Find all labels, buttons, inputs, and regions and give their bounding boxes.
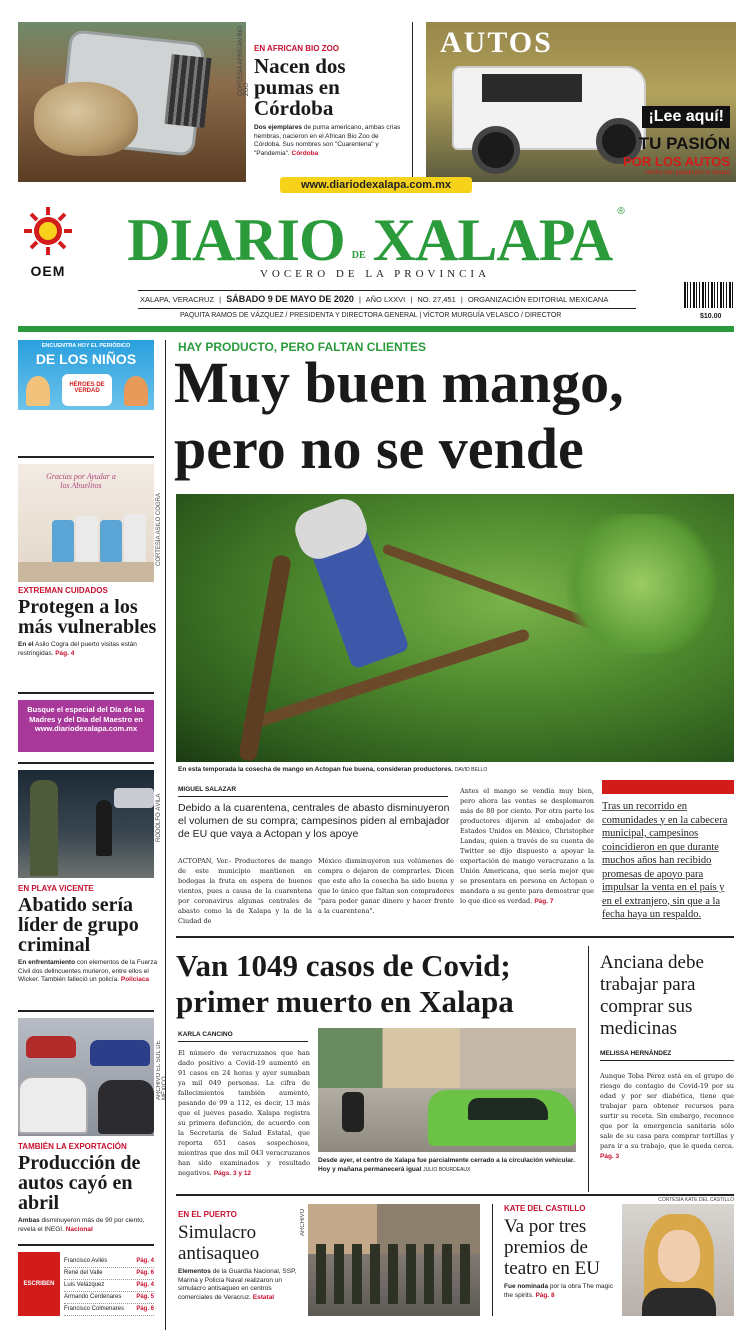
kate-body: por la obra The magic the spirits.	[504, 1283, 613, 1299]
asilo-image-text: Gracias por Ayudar a los Abuelitos	[46, 472, 116, 490]
writer-name: Armando Cerdenares	[64, 1294, 122, 1300]
street-cars	[114, 788, 154, 808]
supply-bottle-1	[52, 520, 74, 564]
puerto-lead: Elementos	[178, 1268, 211, 1275]
masthead-xalapa: XALAPA	[372, 207, 613, 273]
vulnerables-kicker: EXTREMAN CUIDADOS	[18, 586, 108, 595]
kid-figure-left	[26, 376, 50, 406]
masthead-registered: ®	[617, 206, 625, 217]
supply-table	[18, 562, 154, 582]
kids-promo[interactable]	[18, 340, 154, 410]
kate-story[interactable]	[504, 1204, 618, 1300]
puerto-kicker: EN EL PUERTO	[178, 1210, 237, 1219]
abatido-body: con elementos de la Fuerza Civil dos delincuentes murieron, entre ellos el Wicker. También falleció un policía.	[18, 959, 158, 983]
writer-name: Francisco Colmenares	[64, 1306, 125, 1312]
puerto-photo	[308, 1204, 480, 1316]
kids-line2: DE LOS NIÑOS	[35, 351, 137, 367]
oem-sun-icon	[20, 205, 76, 257]
vulnerables-ref[interactable]: Pág. 4	[55, 649, 75, 657]
autos-promo[interactable]	[426, 22, 736, 182]
lead-title-line1[interactable]: Muy buen mango,	[174, 350, 624, 415]
writer-name: Luis Velázquez	[64, 1282, 105, 1288]
barcode	[684, 282, 734, 308]
sidebar-rule-4	[18, 1010, 154, 1012]
car-red	[26, 1036, 76, 1058]
writer-row[interactable]	[64, 1304, 154, 1316]
mango-caption	[178, 765, 734, 775]
writer-row[interactable]	[64, 1280, 154, 1292]
dateline-city: XALAPA, VERACRUZ	[140, 295, 215, 304]
sidebar-rule-3	[18, 762, 154, 764]
top-divider	[412, 22, 413, 180]
dateline-org: ORGANIZACIÓN EDITORIAL MEXICANA	[467, 295, 609, 304]
kate-dress	[642, 1288, 716, 1316]
mango-caption-text: En esta temporada la cosecha de mango en Actopan fue buena, consideran productores.	[178, 766, 453, 773]
covid-title-line1[interactable]: Van 1049 casos de Covid;	[176, 948, 511, 983]
writer-row[interactable]	[64, 1268, 154, 1280]
vulnerables-lead: En el	[18, 641, 34, 648]
anciana-author-rule	[600, 1060, 734, 1061]
leaf-cluster	[556, 514, 726, 654]
car-white	[18, 1076, 88, 1134]
vulnerables-title: Protegen a los más vulnerables	[18, 596, 157, 638]
sidebar-column-rule	[165, 340, 166, 1330]
autos-badge[interactable]: ¡Lee aquí!	[642, 106, 730, 128]
kids-line3: HÉROES DE VERDAD	[69, 382, 105, 394]
autos-prod-kicker: TAMBIÉN LA EXPORTACIÓN	[18, 1142, 127, 1151]
lead-author-rule	[178, 796, 448, 797]
lead-title-line2[interactable]: pero no se vende	[174, 416, 584, 481]
car-blue	[90, 1040, 150, 1066]
lead-col3-ref[interactable]: Pág. 7	[534, 898, 554, 905]
jeep-wheel-front	[472, 126, 520, 174]
sidebar-rule-1	[18, 456, 154, 458]
site-url[interactable]	[280, 177, 472, 193]
lead-side-note	[602, 780, 734, 922]
taxi-window	[468, 1098, 548, 1120]
sidebar-rule-5	[18, 1244, 154, 1246]
asilo-credit: CORTESÍA ASILO COGRA	[156, 493, 162, 566]
mango-photo	[176, 494, 734, 762]
autos-prod-credit: ARCHIVO EL SOL DE	[156, 1040, 162, 1100]
kids-badge	[62, 374, 112, 406]
writer-name: Francisco Avilés	[64, 1258, 108, 1264]
covid-caption-credit: JULIO BOURDEAUX	[423, 1167, 471, 1173]
autos-line2: POR LOS AUTOS	[623, 154, 730, 169]
mango-caption-credit: DAVID BELLO	[454, 767, 488, 773]
carrier-grill	[164, 54, 211, 128]
writers-label	[18, 1252, 60, 1316]
price: $10.00	[700, 313, 722, 320]
jeep-window	[482, 74, 582, 102]
lead-col1: ACTOPAN, Ver.- Productores de mango de este municipio mantienen en bodegas la fruta en espera de buenos vientos, pues a causa de la cuarentena por coronavirus algunas centrales de abasto como la de Xalapa y la de la Ciudad de	[178, 857, 312, 925]
autos-prod-story[interactable]	[18, 1142, 158, 1234]
abatido-credit: RODOLFO ÁVILA	[156, 793, 162, 842]
supply-bottle-2	[76, 516, 98, 564]
puerto-ref[interactable]: Estatal	[252, 1293, 275, 1301]
covid-caption-lead: Desde ayer,	[318, 1157, 355, 1164]
autos-prod-lead: Ambas	[18, 1217, 40, 1224]
puerto-text	[178, 1268, 298, 1302]
masthead-staff: PAQUITA RAMOS DE VÁZQUEZ / PRESIDENTA Y DIRECTORA GENERAL | VÍCTOR MURGUÍA VELASCO / DIRECTOR	[180, 312, 562, 319]
asilo-photo	[18, 464, 154, 582]
writer-row[interactable]	[64, 1292, 154, 1304]
abatido-title: Abatido sería líder de grupo criminal	[18, 894, 139, 956]
anciana-ref[interactable]: Pág. 3	[600, 1153, 620, 1160]
covid-author-rule	[178, 1041, 308, 1042]
autos-prod-ref[interactable]: Nacional	[65, 1225, 93, 1233]
kate-face	[658, 1230, 700, 1282]
street-figure	[96, 800, 112, 856]
autos-label: AUTOS	[440, 26, 553, 59]
puma-ref[interactable]: Córdoba	[291, 149, 319, 157]
anciana-title: Anciana debe trabajar para comprar sus medicinas	[600, 952, 704, 1039]
covid-bottom-rule	[176, 1194, 734, 1196]
lead-col3-text: Antes el mango se vendía muy bien, pero ahora las ventas se desplomaron más de 80 por ciento. Por otra parte los productores dijeron al embajador de Estados Unidos en México, Christopher Landau, quien a través de su cuenta de Twitter se dijo dispuesto a apoyar la exportación de mango veracruzano a la Unión Americana, que sería mejor que se presentara en persona en Actopan o mandara a su gente para demostrar que lo que dice es verdad.	[460, 787, 594, 905]
kate-photo	[622, 1204, 734, 1316]
masthead-slogan: VOCERO DE LA PROVINCIA	[259, 268, 491, 280]
puma-story[interactable]	[254, 44, 404, 158]
abatido-ref[interactable]: Policiaca	[120, 976, 150, 983]
puma-credit: CORTESÍA AFRICAN BIO ZOO	[238, 26, 250, 96]
dateline-year: AÑO LXXVI	[365, 295, 406, 304]
covid-body: El número de veracruzanos que han dado positivo a Covid-19 aumentó en 91 casos en 24 horas y ayer sumaban ya mil 049 personas. La cifra de fallecimientos también aumentó, pasando de 99 a 112, es decir, 13 más que el jueves pasado. Xalapa registra su primera defunción, de acuerdo con la Secretaría de Salud Estatal, que reporta 651 casos sospechosos, mientras que dos mil 043 veracruzanos han sido examinados y resultado negativos.	[178, 1049, 310, 1177]
writers-label-text: ESCRIBEN	[23, 1281, 55, 1287]
masthead-dateline: XALAPA, VERACRUZ | SÁBADO 9 DE MAYO DE 2020 | AÑO LXXVI | NO. 27,451 | ORGANIZACIÓN EDITORIAL MEXICANA	[140, 294, 609, 304]
writers-box	[18, 1252, 154, 1316]
autos-prod-title: Producción de autos cayó en abril	[18, 1152, 141, 1214]
kate-title: Va por tres premios de teatro en EU	[504, 1216, 601, 1279]
abatido-photo	[18, 770, 154, 878]
side-note-bar	[602, 780, 734, 794]
covid-caption	[318, 1156, 576, 1175]
special-promo[interactable]	[18, 700, 154, 752]
supply-bottle-4	[124, 514, 146, 564]
lead-author: MIGUEL SALAZAR	[178, 786, 237, 793]
lead-bottom-rule	[176, 936, 734, 938]
writers-list	[64, 1256, 154, 1316]
autos-small: Hecho con pasión por la verdad	[645, 170, 730, 176]
anciana-text	[600, 1071, 734, 1162]
puma-body: de puma americano, ambas crías hembras, nacieron en el African Bio Zoo de Córdoba. Sus nombres son "Cuarentena" y "Pandemia".	[254, 124, 401, 157]
puerto-title: Simulacro antisaqueo	[178, 1222, 260, 1264]
masthead-de: DE	[351, 250, 366, 261]
puma-lead: Dos ejemplares	[254, 124, 303, 131]
puma-title: Nacen dos pumas en Córdoba	[254, 54, 346, 120]
lead-summary: Debido a la cuarentena, centrales de abasto disminuyeron el volumen de su compra; campesinos piden al embajador de EU que vaya a Actopan y los apoye	[178, 802, 450, 840]
xalapa-street-photo	[318, 1028, 576, 1152]
covid-column-rule	[588, 946, 589, 1192]
puerto-story[interactable]	[178, 1210, 298, 1302]
puerto-body: de la Guardia Nacional, SSP, Marina y Policía Naval realizaron un simulacro antisaqueo en centros comerciales de Veracruz.	[178, 1268, 297, 1301]
guard-row	[316, 1244, 476, 1304]
masthead-rule-mid	[138, 308, 636, 309]
masthead-green-bar	[18, 326, 734, 332]
writer-page: Pág. 4	[136, 1282, 154, 1288]
vulnerables-text	[18, 641, 158, 658]
car-dark	[98, 1080, 154, 1134]
dateline-date: SÁBADO 9 DE MAYO DE 2020	[226, 294, 354, 304]
writer-row[interactable]	[64, 1256, 154, 1268]
covid-text	[178, 1048, 310, 1179]
kate-kicker: KATE DEL CASTILLO	[504, 1204, 586, 1213]
puma-kicker: EN AFRICAN BIO ZOO	[254, 44, 340, 53]
anciana-author: MELISSA HERNÁNDEZ	[600, 1050, 672, 1057]
covid-title-line2[interactable]: primer muerto en Xalapa	[176, 984, 514, 1019]
writer-name: René del Valle	[64, 1270, 103, 1276]
kate-lead: Fue nominada	[504, 1283, 549, 1290]
abatido-text	[18, 959, 158, 985]
motorbike	[342, 1092, 364, 1132]
puma-text	[254, 124, 404, 158]
abatido-kicker: EN PLAYA VICENTE	[18, 884, 94, 893]
lead-kicker: HAY PRODUCTO, PERO FALTAN CLIENTES	[178, 340, 427, 354]
writer-page: Pág. 4	[136, 1258, 154, 1264]
autos-line1: TU PASIÓN	[638, 134, 730, 153]
covid-author: KARLA CANCINO	[178, 1031, 233, 1038]
kate-text	[504, 1283, 618, 1300]
dateline-number: NO. 27,451	[417, 295, 456, 304]
supply-bottle-3	[100, 520, 122, 564]
covid-ref[interactable]: Págs. 3 y 12	[213, 1170, 252, 1177]
anciana-story[interactable]	[600, 952, 734, 1162]
puma-cub	[34, 82, 138, 156]
bottom-column-rule	[492, 1204, 493, 1316]
puerto-credit: ARCHIVO	[300, 1208, 306, 1236]
writer-page: Pág. 6	[136, 1306, 154, 1312]
mango-trunk	[238, 554, 292, 762]
anciana-body: Aunque Toba Pérez está en el grupo de riesgo de contagio de Covid-19 por su edad y por ser diabética, tiene que trabajar para obtener recursos para surtir su receta. Sin embargo, reconoce que por la emergencia sanitaria sólo sale de su casa para comprar tortillas y para ir a su trabajo, que le queda cerca.	[600, 1072, 734, 1150]
lead-col3	[460, 786, 594, 907]
oem-text: OEM	[30, 263, 66, 279]
oem-logo	[20, 205, 76, 279]
kate-credit: CORTESÍA KATE DEL CASTILLO	[658, 1197, 734, 1203]
writer-page: Pág. 5	[136, 1294, 154, 1300]
sidebar-rule-2	[18, 692, 154, 694]
autos-prod-body: disminuyeron más de 90 por ciento, revela el INEGI.	[18, 1217, 145, 1233]
abatido-lead: En enfrentamiento	[18, 959, 76, 966]
autos-prod-text	[18, 1217, 158, 1234]
special-promo-text: Busque el especial del Día de las Madres y del Día del Maestro en www.diariodexalapa.com.mx	[27, 705, 145, 733]
writer-page: Pág. 6	[136, 1270, 154, 1276]
puma-photo	[18, 22, 246, 182]
street-buildings	[318, 1028, 576, 1088]
abatido-story[interactable]	[18, 884, 158, 985]
side-note-text: Tras un recorrido en comunidades y en la cabecera municipal, campesinos coincidieron en que durante muchos años han recibido promesas de apoyo para impulsar la venta en el país y en el extranjero, sin que a la fecha haya un respaldo.	[602, 801, 728, 920]
covid-caption-text: el centro de Xalapa fue parcialmente cerrado a la circulación vehicular. Hoy y mañana permanecerá igual	[318, 1157, 575, 1173]
soldier-figure	[30, 780, 58, 876]
kid-figure-right	[124, 376, 148, 406]
lead-col2: México disminuyeron sus volúmenes de compra o dejaron de comprarles. Dicen que este año la cosecha ha sido buena y que lo único que faltan son compradores "para poder ganar dinero y hacer frente a la cuarentena".	[318, 857, 454, 915]
vulnerables-story[interactable]	[18, 586, 158, 658]
masthead-diario: DIARIO	[127, 207, 345, 273]
autos-lot-photo	[18, 1018, 154, 1136]
masthead-rule-top	[138, 290, 636, 291]
masthead-title[interactable]	[116, 206, 636, 273]
vulnerables-body: Asilo Cogra del puerto visitas están restringidas.	[18, 641, 137, 657]
kids-line1: ENCUENTRA HOY EL PERIÓDICO	[41, 343, 131, 349]
site-url-text: www.diariodexalapa.com.mx	[301, 179, 451, 191]
kate-ref[interactable]: Pág. 8	[535, 1291, 555, 1299]
